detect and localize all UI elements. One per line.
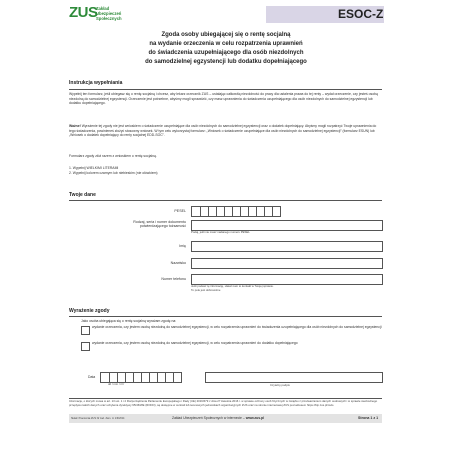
title-line: do samodzielnej egzystencji lub dodatku dopełniającego xyxy=(145,59,307,65)
signature-label: Czytelny podpis xyxy=(270,383,290,387)
last-name-label: Nazwisko xyxy=(170,261,186,265)
digit-divider xyxy=(141,373,142,382)
instructions-paragraph-3: Formularz zgody złóż razem z wnioskiem o rentę socjalną. xyxy=(69,154,157,158)
signature-input[interactable] xyxy=(205,372,383,383)
first-name-input[interactable] xyxy=(191,241,383,252)
last-name-input[interactable] xyxy=(191,258,383,269)
date-label: Data xyxy=(88,375,96,379)
digit-divider xyxy=(272,207,273,216)
list-item: 2. Wypełnij kolorem czarnym lub niebieskim (nie ołówkiem) xyxy=(69,170,158,175)
phone-hint xyxy=(191,285,274,293)
label-line: Rodzaj, seria i numer dokumentu xyxy=(133,220,186,224)
date-format-hint: dd / mm / rrrr xyxy=(108,382,125,386)
personal-data-heading: Twoje dane xyxy=(69,192,96,198)
gdpr-note: Informacje, o których mowa w art. 13 ust. 1 i 2 Rozporządzenia Parlamentu Europejskiego i Rady (UE) 2016/679 z dnia 27 kwietnia 2016 r. w sprawie ochrony osób fizycznych w związku z przetwarzaniem danych osobowych i w sprawie swobodnego przepływu takich danych oraz uchylenia dyrektywy 95/46/WE (RODO), są dostępne w centrali lub terenowych jednostkach organizacyjnych ZUS oraz na stronie internetowej ZUS pod adresem https://bip.zus.pl/rodo xyxy=(69,399,378,407)
hint-line: Jeśli podasz tę informację, ułatwi nam to kontakt w Twojej sprawie. xyxy=(191,284,274,288)
footer-website-text: Zakład Ubezpieczeń Społecznych w internecie – xyxy=(172,416,246,420)
digit-divider xyxy=(208,207,209,216)
id-document-label xyxy=(76,220,186,229)
consent-option-1-label: wydanie orzeczenia, czy jestem osobą niezdolną do samodzielnej egzystencji, w celu rozpatrzenia uprawnień do świadczenia uzupełniającego dla osób niezdolnych do samodzielnej egzystencji xyxy=(92,325,382,329)
digit-divider xyxy=(248,207,249,216)
instructions-paragraph-2 xyxy=(69,124,382,138)
title-line: do świadczenia uzupełniającego dla osób niezdolnych xyxy=(148,50,304,56)
first-name-label: Imię xyxy=(179,244,186,248)
important-label: Ważne! xyxy=(69,124,81,128)
digit-divider xyxy=(216,207,217,216)
digit-divider xyxy=(149,373,150,382)
consent-option-2-checkbox[interactable] xyxy=(81,342,90,351)
zus-logo: ZUS xyxy=(69,4,98,21)
form-id: ESOC-Z xyxy=(338,7,384,21)
date-separator xyxy=(117,373,118,382)
section-divider xyxy=(69,89,382,90)
footer-print-info: Skład: Pracownia ZUS Nr zad. Zam. nr 1/INZ/24 xyxy=(71,417,125,420)
digit-divider xyxy=(224,207,225,216)
digit-divider xyxy=(240,207,241,216)
digit-divider xyxy=(173,373,174,382)
date-separator xyxy=(133,373,134,382)
logo-text xyxy=(96,6,122,21)
logo-text-line: Zakład xyxy=(96,6,110,11)
logo-text-line: Społecznych xyxy=(96,16,122,21)
logo-text-line: Ubezpieczeń xyxy=(96,11,122,16)
section-divider xyxy=(69,200,382,201)
consent-heading: Wyrażenie zgody xyxy=(69,308,110,314)
title-line: Zgoda osoby ubiegającej się o rentę socjalną xyxy=(161,32,291,38)
pesel-label: PESEL xyxy=(174,209,186,213)
hint-line: To pole jest dobrowolne xyxy=(191,287,221,292)
list-item: 1. Wypełnij WIELKIMI LITERAMI xyxy=(69,166,119,170)
consent-option-2-label: wydanie orzeczenia, czy jestem osobą niezdolną do samodzielnej egzystencji, w celu rozpatrzenia uprawnień do dodatku dopełniającego xyxy=(92,341,298,345)
instructions-paragraph-1: Wypełnij ten formularz, jeśli ubiegasz się o rentę socjalną i chcesz, aby lekarz orzecznik ZUS – ustalając całkowitą niezdolność do pracy dla ustalenia prawa do tej renty – wydał orzeczenie, czy jesteś osobą niezdolną do samodzielnej egzystencji. Orzeczenie jest potrzebne, abyśmy mogli sprawdzić, czy masz uprawnienia do świadczenia uzupełniającego dla osób niezdolnych do samodzielnej egzystencji lub dodatku dopełniającego. xyxy=(69,92,378,106)
digit-divider xyxy=(264,207,265,216)
id-document-hint: Podaj, jeśli nie masz nadanego numeru PESEL xyxy=(191,230,250,234)
footer-website-link[interactable]: www.zus.pl xyxy=(245,416,265,420)
footer-website xyxy=(172,416,264,420)
digit-divider xyxy=(109,373,110,382)
digit-divider xyxy=(200,207,201,216)
consent-intro: Jako osoba ubiegająca się o rentę socjalną wyrażam zgodę na: xyxy=(81,319,177,323)
pesel-input[interactable] xyxy=(191,206,281,217)
label-line: potwierdzającego tożsamość xyxy=(139,224,186,229)
digit-divider xyxy=(125,373,126,382)
consent-option-1-checkbox[interactable] xyxy=(81,326,90,335)
digit-divider xyxy=(256,207,257,216)
page-number: Strona 1 z 1 xyxy=(358,416,379,420)
important-text: Wyrażenie tej zgody nie jest wnioskiem o świadczenie uzupełniające dla osób niezdolnych do samodzielnej egzystencji oraz o dodatek dopełniający. Abyśmy mogli rozpatrzyć Twoje uprawnienia do tego świadczenia, powinieneś złożyć stosowny wniosek. W tym celu wykorzystaj formularz: „Wniosek o świadczenie uzupełniające dla osób niezdolnych do samodzielnej egzystencji” (formularz ESUN) lub „Wniosek o dodatek dopełniający do renty socjalnej EDD-SOC”. xyxy=(69,124,377,138)
section-divider xyxy=(69,316,382,317)
digit-divider xyxy=(157,373,158,382)
title-line: na wydanie orzeczenia w celu rozpatrzenia uprawnień xyxy=(149,41,303,47)
phone-label: Numer telefonu xyxy=(161,277,186,281)
instructions-list xyxy=(69,166,382,175)
digit-divider xyxy=(232,207,233,216)
form-title xyxy=(70,31,382,67)
instructions-heading: Instrukcja wypełniania xyxy=(69,80,123,86)
digit-divider xyxy=(165,373,166,382)
